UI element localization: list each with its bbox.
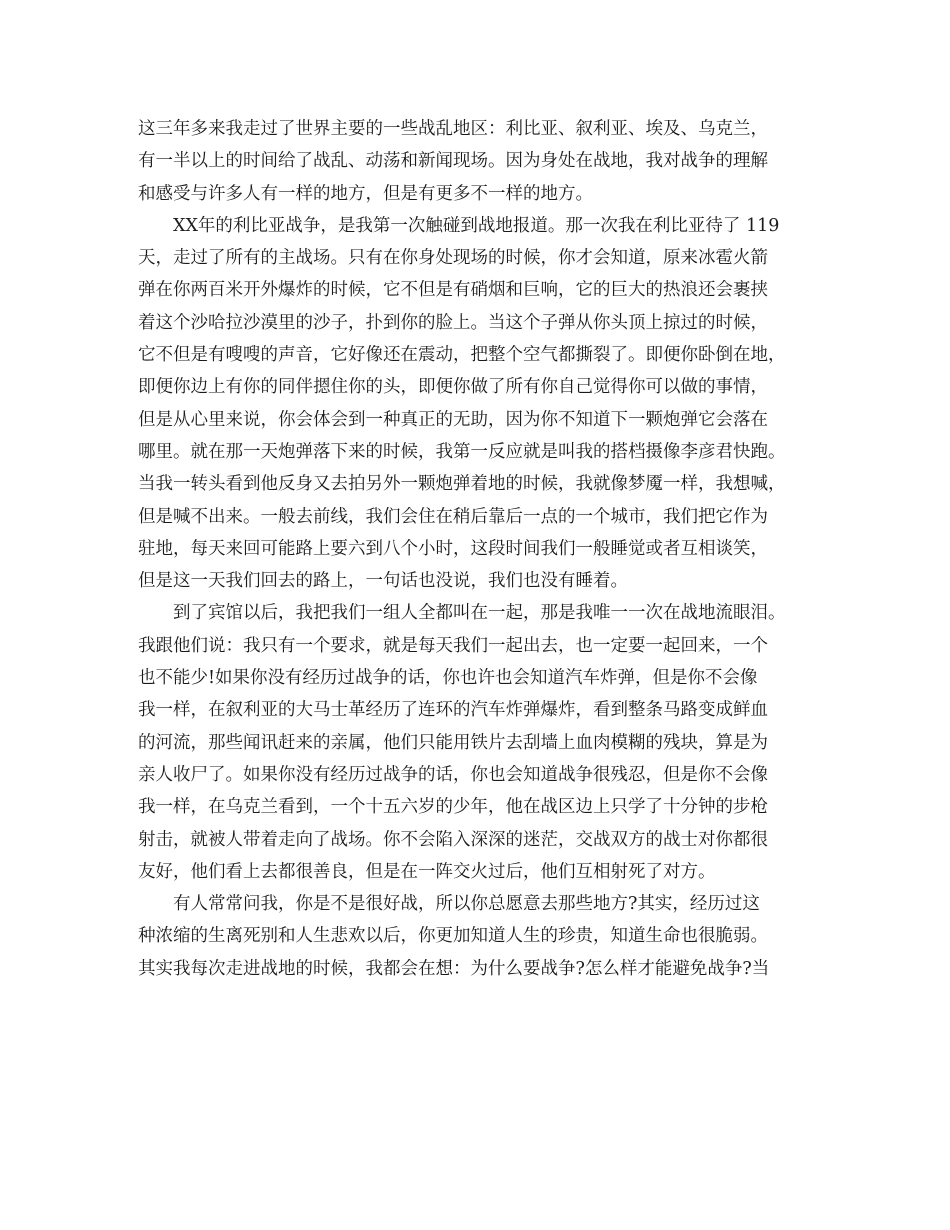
text-line: 即便你边上有你的同伴摁住你的头，即便你做了所有你自己觉得你可以做的事情，	[138, 377, 768, 398]
text-line: 种浓缩的生离死别和人生悲欢以后，你更加知道人生的珍贵，知道生命也很脆弱。	[138, 926, 768, 947]
text-line: 友好，他们看上去都很善良，但是在一阵交火过后，他们互相射死了对方。	[138, 861, 716, 882]
text-line: 我一样，在叙利亚的大马士革经历了连环的汽车炸弹爆炸，看到整条马路变成鲜血	[138, 700, 768, 721]
text-line: 其实我每次走进战地的时候，我都会在想：为什么要战争?怎么样才能避免战争?当	[138, 958, 770, 979]
text-line: 但是这一天我们回去的路上，一句话也没说，我们也没有睡着。	[138, 571, 628, 592]
text-line: 但是从心里来说，你会体会到一种真正的无助，因为你不知道下一颗炮弹它会落在	[138, 409, 768, 430]
text-line: 我跟他们说：我只有一个要求，就是每天我们一起出去，也一定要一起回来，一个	[138, 635, 768, 656]
text-line: 到了宾馆以后，我把我们一组人全都叫在一起，那是我唯一一次在战地流眼泪。	[173, 603, 786, 624]
text-line: 有一半以上的时间给了战乱、动荡和新闻现场。因为身处在战地，我对战争的理解	[138, 151, 768, 172]
text-line: 驻地，每天来回可能路上要六到八个小时，这段时间我们一般睡觉或者互相谈笑，	[138, 538, 768, 559]
text-line: 着这个沙哈拉沙漠里的沙子，扑到你的脸上。当这个子弹从你头顶上掠过的时候，	[138, 312, 768, 333]
text-line: 弹在你两百米开外爆炸的时候，它不但是有硝烟和巨响，它的巨大的热浪还会裹挟	[138, 280, 768, 301]
text-line: 它不但是有嗖嗖的声音，它好像还在震动，把整个空气都撕裂了。即便你卧倒在地，	[138, 345, 786, 366]
text-line: 和感受与许多人有一样的地方，但是有更多不一样的地方。	[138, 183, 593, 204]
text-line: 的河流，那些闻讯赶来的亲属，他们只能用铁片去刮墙上血肉模糊的残块，算是为	[138, 732, 768, 753]
text-line: 我一样，在乌克兰看到，一个十五六岁的少年，他在战区边上只学了十分钟的步枪	[138, 797, 768, 818]
text-line: 射击，就被人带着走向了战场。你不会陷入深深的迷茫，交战双方的战士对你都很	[138, 829, 768, 850]
text-line: 有人常常问我，你是不是很好战，所以你总愿意去那些地方?其实，经历过这	[173, 894, 760, 915]
text-line: 当我一转头看到他反身又去拍另外一颗炮弹着地的时候，我就像梦魇一样，我想喊，	[138, 474, 786, 495]
text-line: 哪里。就在那一天炮弹落下来的时候，我第一反应就是叫我的搭档摄像李彦君快跑。	[138, 441, 786, 462]
text-line: 天，走过了所有的主战场。只有在你身处现场的时候，你才会知道，原来冰雹火箭	[138, 248, 768, 269]
text-line: 亲人收尸了。如果你没有经历过战争的话，你也会知道战争很残忍，但是你不会像	[138, 764, 768, 785]
text-line: 也不能少!如果你没有经历过战争的话，你也许也会知道汽车炸弹，但是你不会像	[138, 668, 758, 689]
text-line: XX年的利比亚战争，是我第一次触碰到战地报道。那一次我在利比亚待了 119	[173, 215, 780, 236]
text-line: 这三年多来我走过了世界主要的一些战乱地区：利比亚、叙利亚、埃及、乌克兰，	[138, 119, 768, 139]
text-line: 但是喊不出来。一般去前线，我们会住在稍后靠后一点的一个城市，我们把它作为	[138, 506, 768, 527]
body-text	[138, 113, 818, 985]
